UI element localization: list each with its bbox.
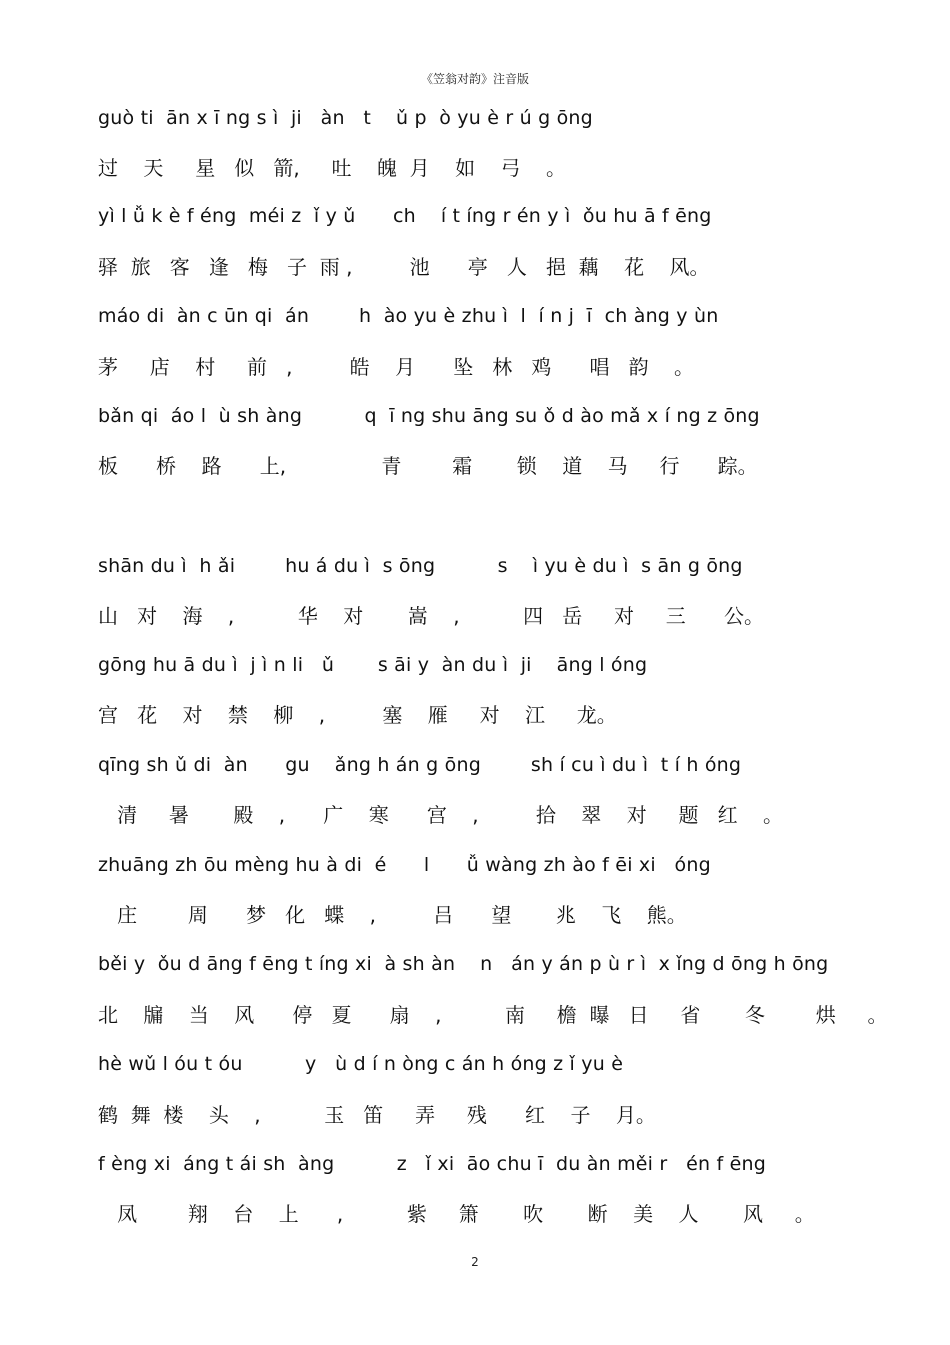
hanzi-line: 驿 旅 客 逢 梅 子 雨 , 池 亭 人 挹 藕 花 风。 bbox=[98, 255, 710, 279]
pinyin-line: guò ti ān x ī ng s ì ji àn t ǔ p ò yu è r ú g ōng bbox=[98, 107, 593, 129]
page-number: 2 bbox=[471, 1255, 479, 1269]
pinyin-line: shān du ì h ǎi hu á du ì s ōng s ì yu è du ì s ān g ōng bbox=[98, 555, 743, 577]
hanzi-line: 山 对 海 , 华 对 嵩 , 四 岳 对 三 公。 bbox=[98, 604, 764, 628]
hanzi-line: 北 牖 当 风 停 夏 扇 , 南 檐 曝 日 省 冬 烘 。 bbox=[98, 1003, 888, 1027]
hanzi-line: 鹤 舞 楼 头 , 玉 笛 弄 残 红 子 月。 bbox=[98, 1103, 656, 1127]
hanzi-line: 凤 翔 台 上 , 紫 箫 吹 断 美 人 风 。 bbox=[98, 1202, 815, 1226]
pinyin-line: yì l ǚ k è f éng méi z ǐ y ǔ ch í t íng r én y ì ǒu hu ā f ēng bbox=[98, 205, 712, 227]
pinyin-line: máo di àn c ūn qi án h ào yu è zhu ì l í n j ī ch àng y ùn bbox=[98, 305, 719, 327]
pinyin-line: zhuāng zh ōu mèng hu à di é l ǚ wàng zh ào f ēi xi óng bbox=[98, 854, 711, 876]
pinyin-line: qīng sh ǔ di àn gu ǎng h án g ōng sh í cu ì du ì t í h óng bbox=[98, 754, 742, 776]
pinyin-line: f èng xi áng t ái sh àng z ǐ xi āo chu ī du àn měi r én f ēng bbox=[98, 1153, 767, 1175]
hanzi-line: 庄 周 梦 化 蝶 , 吕 望 兆 飞 熊。 bbox=[98, 903, 687, 927]
pinyin-line: hè wǔ l óu t óu y ù d í n òng c án h óng z ǐ yu è bbox=[98, 1053, 624, 1075]
hanzi-line: 清 暑 殿 , 广 寒 宫 , 拾 翠 对 题 红 。 bbox=[98, 803, 784, 827]
pinyin-line: gōng hu ā du ì j ì n li ǔ s āi y àn du ì ji āng l óng bbox=[98, 654, 648, 676]
pinyin-line: bǎn qi áo l ù sh àng q ī ng shu āng su ǒ d ào mǎ x í ng z ōng bbox=[98, 405, 760, 427]
page-header-title: 《笠翁对韵》注音版 bbox=[420, 72, 529, 86]
hanzi-line: 宫 花 对 禁 柳 , 塞 雁 对 江 龙。 bbox=[98, 703, 617, 727]
pinyin-line: běi y ǒu d āng f ēng t íng xi à sh àn n án y án p ù r ì x ǐng d ōng h ōng bbox=[98, 953, 829, 975]
hanzi-line: 过 天 星 似 箭, 吐 魄 月 如 弓 。 bbox=[98, 156, 566, 180]
hanzi-line: 板 桥 路 上, 青 霜 锁 道 马 行 踪。 bbox=[98, 454, 758, 478]
hanzi-line: 茅 店 村 前 , 皓 月 坠 林 鸡 唱 韵 。 bbox=[98, 355, 695, 379]
